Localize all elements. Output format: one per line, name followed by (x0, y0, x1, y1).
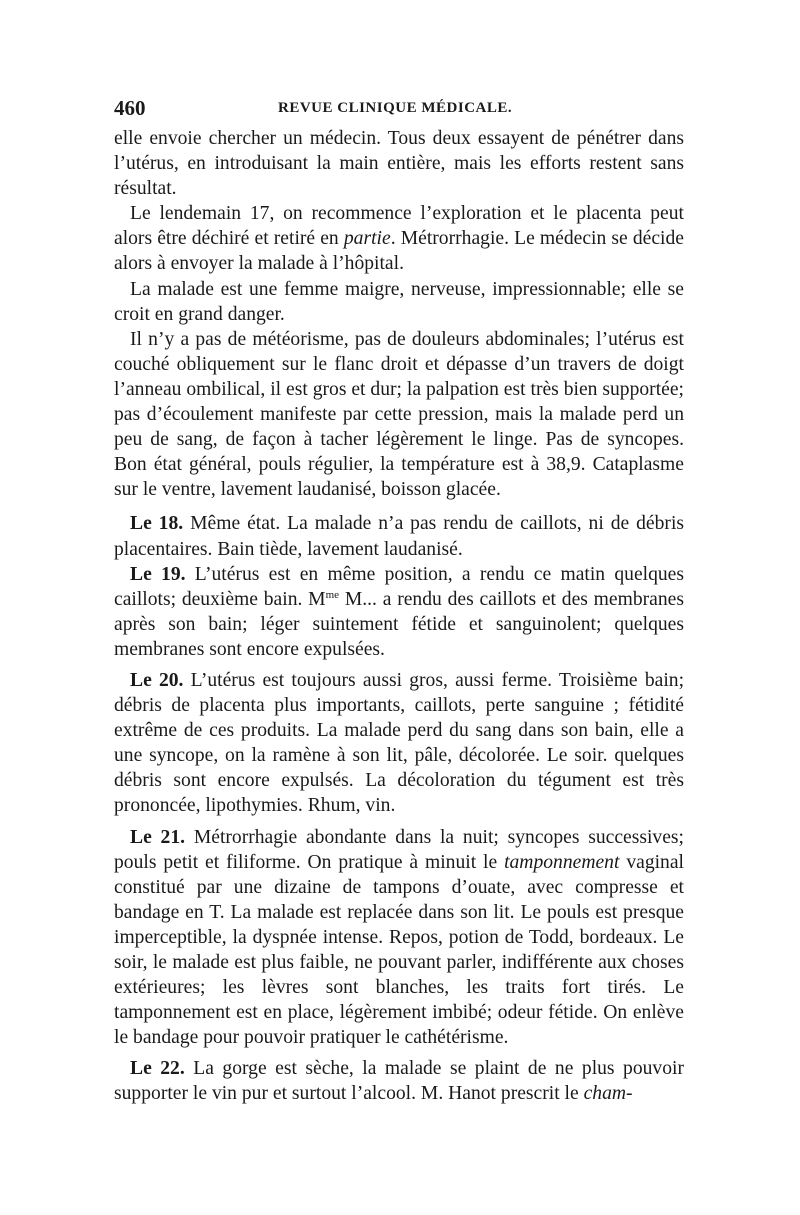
text-segment: L’utérus est en même position, a rendu ce matin quelques caillots; deuxième bain. M (114, 563, 684, 610)
text-segment: elle envoie chercher un médecin. Tous deux essayent de pénétrer dans l’utérus, en introduisant la main entière, mais les efforts restent sans résultat. (114, 128, 684, 200)
date-label: Le 20. (130, 669, 184, 691)
running-head (114, 96, 684, 122)
date-label: Le 22. (130, 1058, 185, 1080)
text-segment-italic: cham- (583, 1083, 633, 1105)
paragraph-4 (114, 327, 684, 503)
paragraph-2 (114, 201, 684, 276)
date-label: Le 19. (130, 563, 186, 585)
text-segment: Il n’y a pas de météorisme, pas de douleurs abdominales; l’utérus est couché obliquement sur le flanc droit et dépasse d’un travers de doigt l’anneau ombilical, il est gros et dur; la palpation est très bien supportée; pas d’écoulement manifeste par cette pression, mais la malade perd un peu de sang, de façon à tacher légèrement le linge. Pas de syncopes. Bon état général, pouls régulier, la température est à 38,9. Cataplasme sur le ventre, lavement laudanisé, boisson glacée. (114, 328, 684, 501)
text-segment: La malade est une femme maigre, nerveuse, impressionnable; elle se croit en grand danger. (114, 278, 684, 325)
paragraph-8 (114, 825, 684, 1051)
text-segment: La gorge est sèche, la malade se plaint de ne plus pouvoir supporter le vin pur et surtout l’alcool. M. Hanot prescrit le (114, 1058, 684, 1105)
text-segment: Le lendemain 17, on recommence l’exploration et le placenta peut alors être déchiré et retiré en (114, 203, 684, 250)
text-segment-superscript: me (325, 588, 340, 601)
paragraph-3 (114, 277, 684, 327)
paragraph-6 (114, 562, 684, 662)
text-segment-italic: partie (343, 228, 391, 250)
body-text (114, 126, 684, 1107)
page-number: 460 (114, 96, 146, 120)
journal-title: REVUE CLINIQUE MÉDICALE. (278, 100, 513, 116)
date-label: Le 18. (130, 513, 184, 535)
paragraph-9 (114, 1056, 684, 1106)
text-segment: Même état. La malade n’a pas rendu de caillots, ni de débris placentaires. Bain tiède, lavement laudanisé. (114, 513, 685, 560)
book-page (114, 96, 684, 1107)
paragraph-5 (114, 511, 684, 561)
text-segment: Métrorrhagie abondante dans la nuit; syncopes successives; pouls petit et filiforme. On pratique à minuit le (114, 826, 684, 873)
text-segment: M... a rendu des caillots et des membranes après son bain; léger suintement fétide et sanguinolent; quelques membranes sont encore expulsées. (114, 588, 684, 660)
text-segment-italic: tamponnement (504, 851, 620, 873)
text-segment: vaginal constitué par une dizaine de tampons d’ouate, avec compresse et bandage en T. La malade est replacée dans son lit. Le pouls est presque imperceptible, la dyspnée intense. Repos, potion de Todd, bordeaux. Le soir, le malade est plus faible, ne pouvant parler, indifférente aux choses extérieures; les lèvres sont blanches, les traits fort tirés. Le tamponnement est en place, légèrement imbibé; odeur fétide. On enlève le bandage pour pouvoir pratiquer le cathétérisme. (114, 851, 684, 1049)
text-segment: . Métrorrhagie. Le médecin se décide alors à envoyer la malade à l’hôpital. (114, 228, 684, 275)
paragraph-1 (114, 126, 684, 201)
text-segment: L’utérus est toujours aussi gros, aussi ferme. Troisième bain; débris de placenta plus importants, caillots, perte sanguine ; fétidité extrême de ces produits. La malade perd du sang dans son bain, elle a une syncope, on la ramène à son lit, pâle, décolorée. Le soir. quelques débris sont encore expulsés. La décoloration du tégument est très prononcée, lipothymies. Rhum, vin. (114, 669, 685, 817)
date-label: Le 21. (130, 826, 186, 848)
paragraph-7 (114, 668, 684, 819)
